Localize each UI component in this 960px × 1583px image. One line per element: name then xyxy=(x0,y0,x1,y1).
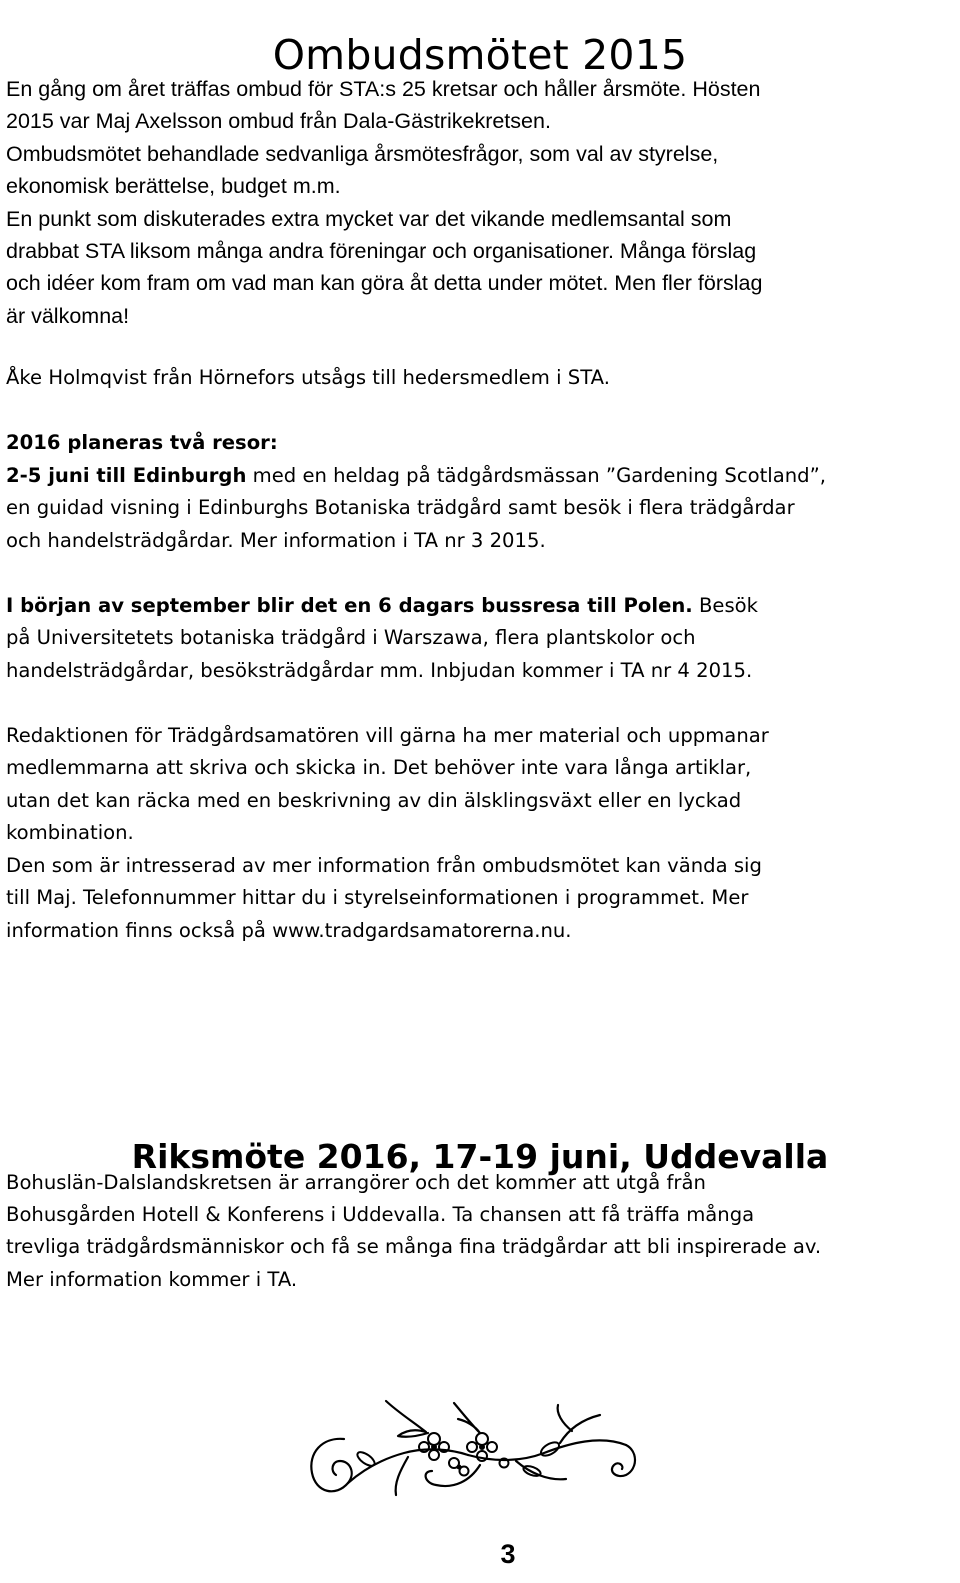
intro-line: är välkomna! xyxy=(6,303,130,328)
trip-poland-line1 xyxy=(6,590,954,623)
main-body xyxy=(6,362,954,947)
trip-edinburgh-line3: och handelsträdgårdar. Mer information i TA nr 3 2015. xyxy=(6,528,546,552)
page-number: 3 xyxy=(500,1539,516,1569)
riksmote-line: Mer information kommer i TA. xyxy=(6,1267,298,1291)
riksmote-title: Riksmöte 2016, 17-19 juni, Uddevalla xyxy=(131,1137,829,1177)
trip-poland-line2: på Universitetets botaniska trädgård i Warszawa, flera plantskolor och xyxy=(6,626,696,649)
riksmote-paragraph xyxy=(6,1167,954,1296)
intro-line: 2015 var Maj Axelsson ombud från Dala-Gästrikekretsen. xyxy=(6,109,551,134)
intro-line: En gång om året träffas ombud för STA:s 25 kretsar och håller årsmöte. Hösten xyxy=(6,77,761,101)
intro-line: Ombudsmötet behandlade sedvanliga årsmötesfrågor, som val av styrelse, xyxy=(6,141,719,166)
trip-edinburgh-rest: med en heldag på tädgårdsmässan ”Gardening Scotland”, xyxy=(246,463,826,487)
floral-ornament-icon xyxy=(304,1399,644,1529)
editorial-line: information finns också på www.tradgardsamatorerna.nu. xyxy=(6,918,572,942)
intro-line: En punkt som diskuterades extra mycket var det vikande medlemsantal som xyxy=(6,206,732,231)
trip-edinburgh-lead: 2-5 juni till Edinburgh xyxy=(6,463,247,487)
editorial-line: kombination. xyxy=(6,821,134,844)
honor-text: Åke Holmqvist från Hörnefors utsågs till hedersmedlem i STA. xyxy=(6,366,610,389)
trip-edinburgh-line1 xyxy=(6,460,954,493)
editorial-line: Den som är intresserad av mer information från ombudsmötet kan vända sig xyxy=(6,853,762,877)
editorial-line: utan det kan räcka med en beskrivning av din älsklingsväxt eller en lyckad xyxy=(6,788,742,812)
trips-heading: 2016 planeras två resor: xyxy=(6,431,278,454)
page-title: Ombudsmötet 2015 xyxy=(272,31,688,80)
riksmote-line: Bohusgården Hotell & Konferens i Uddevalla. Ta chansen att få träffa många xyxy=(6,1203,755,1227)
trip-poland-rest: Besök xyxy=(692,593,759,617)
intro-line: ekonomisk berättelse, budget m.m. xyxy=(6,174,341,199)
editorial-line: medlemmarna att skriva och skicka in. Det behöver inte vara långa artiklar, xyxy=(6,756,752,779)
intro-paragraph xyxy=(6,73,954,332)
intro-line: och idéer kom fram om vad man kan göra åt detta under mötet. Men fler förslag xyxy=(6,271,763,296)
editorial-line: till Maj. Telefonnummer hittar du i styrelseinformationen i programmet. Mer xyxy=(6,886,749,909)
trip-poland-line3: handelsträdgårdar, besöksträdgårdar mm. Inbjudan kommer i TA nr 4 2015. xyxy=(6,658,753,682)
intro-line: drabbat STA liksom många andra föreningar och organisationer. Många förslag xyxy=(6,239,757,264)
editorial-line: Redaktionen för Trädgårdsamatören vill gärna ha mer material och uppmanar xyxy=(6,723,769,747)
trip-edinburgh-line2: en guidad visning i Edinburghs Botaniska trädgård samt besök i flera trädgårdar xyxy=(6,496,795,519)
riksmote-line: Bohuslän-Dalslandskretsen är arrangörer och det kommer att utgå från xyxy=(6,1171,706,1194)
riksmote-line: trevliga trädgårdsmänniskor och få se många fina trädgårdar att bli inspirerade av. xyxy=(6,1235,822,1259)
trip-poland-lead: I början av september blir det en 6 dagars bussresa till Polen. xyxy=(6,593,693,617)
